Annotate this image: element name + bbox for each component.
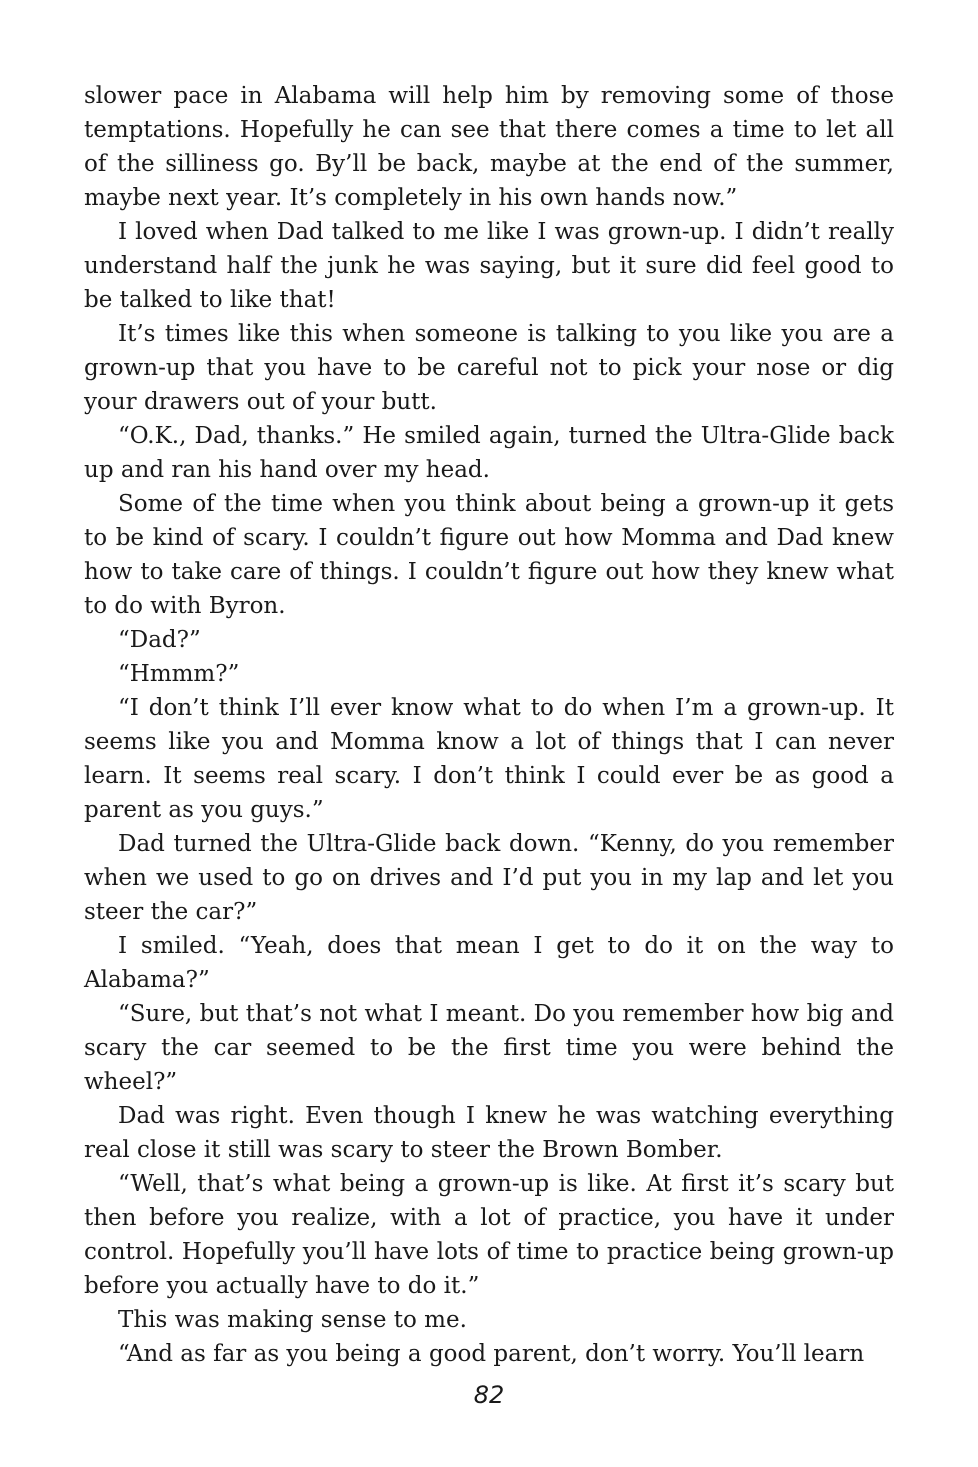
paragraph: “Sure, but that’s not what I meant. Do you remember how big and scary the car seemed to be the first time you were behind the wheel?”	[84, 1001, 894, 1095]
paragraph: “I don’t think I’ll ever know what to do when I’m a grown-up. It seems like you and Momma know a lot of things that I can never learn. It seems real scary. I don’t think I could ever be as good a parent as you guys.”	[84, 695, 894, 823]
paragraph: I smiled. “Yeah, does that mean I get to do it on the way to Alabama?”	[84, 933, 894, 993]
page-number: 82	[473, 1381, 505, 1409]
body-text	[84, 79, 894, 1371]
paragraph: I loved when Dad talked to me like I was grown-up. I didn’t really understand half the junk he was saying, but it sure did feel good to be talked to like that!	[84, 219, 894, 313]
paragraph: Dad turned the Ultra-Glide back down. “Kenny, do you remember when we used to go on drives and I’d put you in my lap and let you steer the car?”	[84, 831, 894, 925]
paragraph: “O.K., Dad, thanks.” He smiled again, turned the Ultra-Glide back up and ran his hand over my head.	[84, 423, 894, 483]
paragraph: “Well, that’s what being a grown-up is like. At first it’s scary but then before you realize, with a lot of practice, you have it under control. Hopefully you’ll have lots of time to practice being grown-up before you actually have to do it.”	[84, 1171, 894, 1299]
paragraph: Some of the time when you think about being a grown-up it gets to be kind of scary. I couldn’t figure out how Momma and Dad knew how to take care of things. I couldn’t figure out how they knew what to do with Byron.	[84, 491, 894, 619]
paragraph: “Hmmm?”	[118, 661, 240, 687]
paragraph: Dad was right. Even though I knew he was watching everything real close it still was scary to steer the Brown Bomber.	[84, 1103, 894, 1163]
paragraph: “And as far as you being a good parent, don’t worry. You’ll learn	[118, 1341, 865, 1367]
paragraph: slower pace in Alabama will help him by removing some of those temptations. Hopefully he can see that there comes a time to let all of the silliness go. By’ll be back, maybe at the end of the summer, maybe next year. It’s completely in his own hands now.”	[84, 83, 894, 211]
paragraph: “Dad?”	[118, 627, 201, 653]
paragraph: It’s times like this when someone is talking to you like you are a grown-up that you have to be careful not to pick your nose or dig your drawers out of your butt.	[84, 321, 894, 415]
paragraph: This was making sense to me.	[118, 1307, 467, 1333]
